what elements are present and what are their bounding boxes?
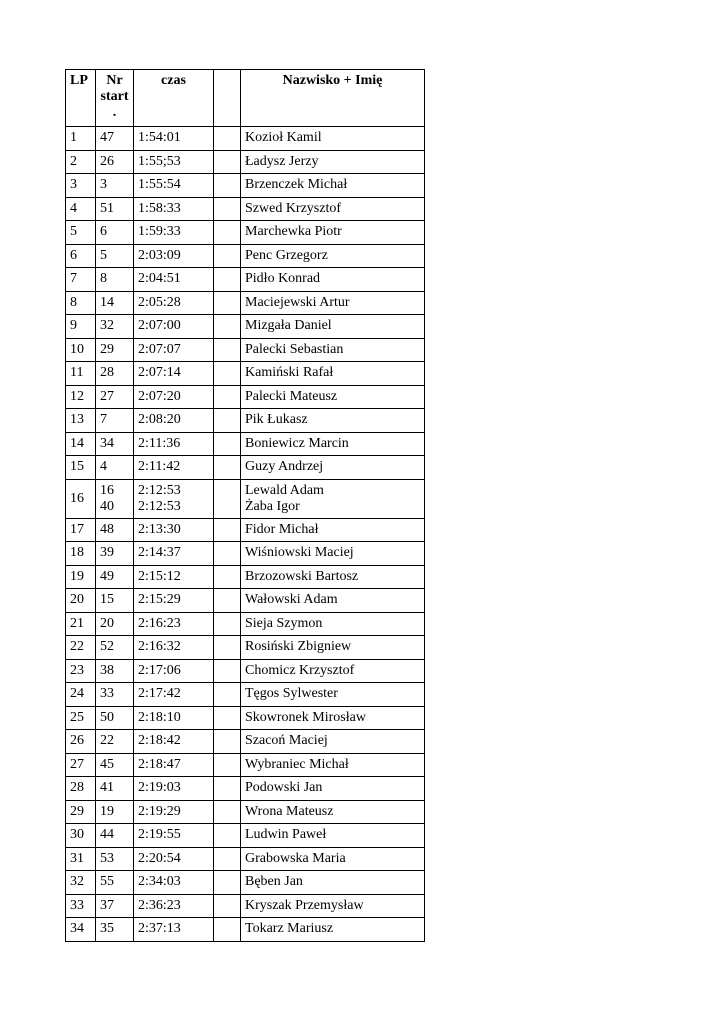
table-row: [66, 612, 425, 636]
cell-blank: [214, 683, 241, 707]
table-row: [66, 221, 425, 245]
cell-lp: 34: [66, 918, 96, 942]
cell-blank: [214, 362, 241, 386]
cell-time: 1:55:54: [134, 174, 214, 198]
table-row: [66, 409, 425, 433]
cell-lp: 4: [66, 197, 96, 221]
cell-start-number: 19: [96, 800, 134, 824]
cell-time: 2:07:20: [134, 385, 214, 409]
cell-start-number: 51: [96, 197, 134, 221]
cell-name: Kryszak Przemysław: [241, 894, 425, 918]
cell-start-number: 3: [96, 174, 134, 198]
cell-lp: 29: [66, 800, 96, 824]
table-row: [66, 268, 425, 292]
cell-blank: [214, 197, 241, 221]
cell-time: 2:19:55: [134, 824, 214, 848]
cell-start-number: 45: [96, 753, 134, 777]
cell-time: 2:37:13: [134, 918, 214, 942]
cell-name: Maciejewski Artur: [241, 291, 425, 315]
cell-blank: [214, 918, 241, 942]
cell-name: Penc Grzegorz: [241, 244, 425, 268]
cell-name: Podowski Jan: [241, 777, 425, 801]
cell-lp: 21: [66, 612, 96, 636]
cell-lp: 2: [66, 150, 96, 174]
cell-start-number: 35: [96, 918, 134, 942]
cell-time: 2:17:06: [134, 659, 214, 683]
cell-lp: 25: [66, 706, 96, 730]
table-row: [66, 291, 425, 315]
cell-lp: 33: [66, 894, 96, 918]
cell-lp: 5: [66, 221, 96, 245]
cell-blank: [214, 479, 241, 518]
table-row: [66, 706, 425, 730]
cell-start-number: 49: [96, 565, 134, 589]
header-blank: [214, 70, 241, 127]
cell-lp: 7: [66, 268, 96, 292]
cell-lp: 11: [66, 362, 96, 386]
cell-time: 2:16:23: [134, 612, 214, 636]
table-row: [66, 385, 425, 409]
table-row: [66, 174, 425, 198]
cell-blank: [214, 291, 241, 315]
header-row: [66, 70, 425, 127]
cell-start-number: 50: [96, 706, 134, 730]
header-start-number: [96, 70, 134, 127]
cell-start-number: 32: [96, 315, 134, 339]
cell-blank: [214, 565, 241, 589]
cell-lp: 31: [66, 847, 96, 871]
cell-time: 2:07:00: [134, 315, 214, 339]
cell-time: 2:34:03: [134, 871, 214, 895]
results-table: [65, 69, 425, 942]
table-row: [66, 659, 425, 683]
cell-name: Ładysz Jerzy: [241, 150, 425, 174]
cell-lp: 9: [66, 315, 96, 339]
cell-start-number: 39: [96, 542, 134, 566]
cell-blank: [214, 244, 241, 268]
cell-lp: 19: [66, 565, 96, 589]
table-row: [66, 362, 425, 386]
cell-time: 2:18:10: [134, 706, 214, 730]
cell-blank: [214, 542, 241, 566]
table-row: [66, 636, 425, 660]
cell-start-number: 8: [96, 268, 134, 292]
cell-start-number: 41: [96, 777, 134, 801]
cell-start-number: 6: [96, 221, 134, 245]
cell-name: Wrona Mateusz: [241, 800, 425, 824]
cell-start-number: 52: [96, 636, 134, 660]
cell-name: Pidło Konrad: [241, 268, 425, 292]
cell-blank: [214, 894, 241, 918]
table-row: [66, 824, 425, 848]
cell-blank: [214, 221, 241, 245]
table-row: [66, 197, 425, 221]
cell-blank: [214, 127, 241, 151]
cell-time: 2:05:28: [134, 291, 214, 315]
cell-time: 2:18:42: [134, 730, 214, 754]
cell-name: Lewald Adam Żaba Igor: [241, 479, 425, 518]
cell-start-number: 44: [96, 824, 134, 848]
cell-lp: 3: [66, 174, 96, 198]
cell-name: Guzy Andrzej: [241, 456, 425, 480]
table-row: [66, 589, 425, 613]
results-table-body: [66, 127, 425, 942]
cell-time: 1:54:01: [134, 127, 214, 151]
cell-lp: 13: [66, 409, 96, 433]
cell-name: Brzenczek Michał: [241, 174, 425, 198]
cell-name: Marchewka Piotr: [241, 221, 425, 245]
table-row: [66, 565, 425, 589]
cell-start-number: 20: [96, 612, 134, 636]
table-row: [66, 871, 425, 895]
cell-time: 2:19:29: [134, 800, 214, 824]
cell-lp: 28: [66, 777, 96, 801]
cell-start-number: 47: [96, 127, 134, 151]
cell-name: Bęben Jan: [241, 871, 425, 895]
cell-lp: 10: [66, 338, 96, 362]
table-row: [66, 338, 425, 362]
cell-name: Szwed Krzysztof: [241, 197, 425, 221]
cell-time: 2:11:36: [134, 432, 214, 456]
cell-time: 2:12:53 2:12:53: [134, 479, 214, 518]
cell-lp: 1: [66, 127, 96, 151]
cell-lp: 27: [66, 753, 96, 777]
cell-start-number: 33: [96, 683, 134, 707]
cell-blank: [214, 706, 241, 730]
header-start-number-line2: start: [100, 89, 129, 104]
cell-blank: [214, 385, 241, 409]
cell-name: Wiśniowski Maciej: [241, 542, 425, 566]
table-row: [66, 456, 425, 480]
cell-blank: [214, 409, 241, 433]
cell-name: Mizgała Daniel: [241, 315, 425, 339]
cell-time: 2:36:23: [134, 894, 214, 918]
cell-blank: [214, 800, 241, 824]
cell-name: Boniewicz Marcin: [241, 432, 425, 456]
cell-name: Tokarz Mariusz: [241, 918, 425, 942]
cell-time: 2:19:03: [134, 777, 214, 801]
cell-blank: [214, 824, 241, 848]
cell-blank: [214, 871, 241, 895]
cell-name: Tęgos Sylwester: [241, 683, 425, 707]
cell-name: Palecki Sebastian: [241, 338, 425, 362]
cell-time: 2:18:47: [134, 753, 214, 777]
cell-blank: [214, 847, 241, 871]
cell-lp: 8: [66, 291, 96, 315]
cell-name: Sieja Szymon: [241, 612, 425, 636]
cell-start-number: 38: [96, 659, 134, 683]
table-row: [66, 244, 425, 268]
cell-start-number: 27: [96, 385, 134, 409]
table-row: [66, 777, 425, 801]
cell-name: Pik Łukasz: [241, 409, 425, 433]
cell-start-number: 34: [96, 432, 134, 456]
table-row: [66, 753, 425, 777]
cell-lp: 22: [66, 636, 96, 660]
cell-blank: [214, 777, 241, 801]
cell-lp: 12: [66, 385, 96, 409]
cell-lp: 6: [66, 244, 96, 268]
cell-lp: 17: [66, 518, 96, 542]
table-row: [66, 518, 425, 542]
cell-name: Ludwin Paweł: [241, 824, 425, 848]
cell-time: 1:59:33: [134, 221, 214, 245]
cell-start-number: 37: [96, 894, 134, 918]
cell-lp: 18: [66, 542, 96, 566]
cell-blank: [214, 315, 241, 339]
cell-name: Rosiński Zbigniew: [241, 636, 425, 660]
cell-lp: 26: [66, 730, 96, 754]
header-lp: LP: [66, 70, 96, 127]
cell-name: Wałowski Adam: [241, 589, 425, 613]
cell-time: 2:14:37: [134, 542, 214, 566]
results-table-header: [66, 70, 425, 127]
cell-time: 2:11:42: [134, 456, 214, 480]
cell-blank: [214, 268, 241, 292]
table-row: [66, 683, 425, 707]
cell-lp: 32: [66, 871, 96, 895]
cell-time: 2:04:51: [134, 268, 214, 292]
cell-lp: 15: [66, 456, 96, 480]
cell-start-number: 48: [96, 518, 134, 542]
cell-lp: 24: [66, 683, 96, 707]
header-time: czas: [134, 70, 214, 127]
cell-start-number: 15: [96, 589, 134, 613]
cell-lp: 23: [66, 659, 96, 683]
cell-blank: [214, 589, 241, 613]
cell-name: Wybraniec Michał: [241, 753, 425, 777]
cell-start-number: 4: [96, 456, 134, 480]
header-start-number-line3: .: [112, 105, 117, 120]
cell-time: 2:20:54: [134, 847, 214, 871]
cell-lp: 30: [66, 824, 96, 848]
cell-blank: [214, 174, 241, 198]
cell-start-number: 53: [96, 847, 134, 871]
cell-name: Grabowska Maria: [241, 847, 425, 871]
cell-blank: [214, 659, 241, 683]
cell-name: Fidor Michał: [241, 518, 425, 542]
cell-name: Kamiński Rafał: [241, 362, 425, 386]
cell-start-number: 7: [96, 409, 134, 433]
table-row: [66, 847, 425, 871]
table-row: [66, 127, 425, 151]
cell-start-number: 28: [96, 362, 134, 386]
cell-name: Palecki Mateusz: [241, 385, 425, 409]
cell-start-number: 22: [96, 730, 134, 754]
cell-lp: 20: [66, 589, 96, 613]
table-row: [66, 542, 425, 566]
cell-blank: [214, 636, 241, 660]
cell-time: 2:03:09: [134, 244, 214, 268]
cell-name: Skowronek Mirosław: [241, 706, 425, 730]
table-row: [66, 800, 425, 824]
cell-lp: 14: [66, 432, 96, 456]
cell-name: Brzozowski Bartosz: [241, 565, 425, 589]
table-row: [66, 894, 425, 918]
cell-start-number: 55: [96, 871, 134, 895]
cell-name: Chomicz Krzysztof: [241, 659, 425, 683]
cell-time: 2:16:32: [134, 636, 214, 660]
cell-start-number: 29: [96, 338, 134, 362]
cell-start-number: 16 40: [96, 479, 134, 518]
cell-blank: [214, 612, 241, 636]
cell-blank: [214, 432, 241, 456]
table-row: [66, 315, 425, 339]
cell-time: 2:15:12: [134, 565, 214, 589]
cell-time: 1:58:33: [134, 197, 214, 221]
table-row: [66, 432, 425, 456]
cell-lp: 16: [66, 479, 96, 518]
header-name: Nazwisko + Imię: [241, 70, 425, 127]
cell-blank: [214, 338, 241, 362]
cell-blank: [214, 730, 241, 754]
cell-time: 2:07:07: [134, 338, 214, 362]
cell-time: 2:07:14: [134, 362, 214, 386]
table-row: [66, 918, 425, 942]
cell-start-number: 26: [96, 150, 134, 174]
cell-time: 2:13:30: [134, 518, 214, 542]
table-row: [66, 479, 425, 518]
cell-blank: [214, 150, 241, 174]
header-start-number-line1: Nr: [106, 73, 123, 88]
cell-name: Szacoń Maciej: [241, 730, 425, 754]
cell-time: 2:08:20: [134, 409, 214, 433]
cell-start-number: 14: [96, 291, 134, 315]
cell-name: Kozioł Kamil: [241, 127, 425, 151]
cell-blank: [214, 456, 241, 480]
table-row: [66, 150, 425, 174]
cell-blank: [214, 753, 241, 777]
cell-time: 1:55;53: [134, 150, 214, 174]
cell-time: 2:17:42: [134, 683, 214, 707]
table-row: [66, 730, 425, 754]
cell-start-number: 5: [96, 244, 134, 268]
cell-blank: [214, 518, 241, 542]
cell-time: 2:15:29: [134, 589, 214, 613]
